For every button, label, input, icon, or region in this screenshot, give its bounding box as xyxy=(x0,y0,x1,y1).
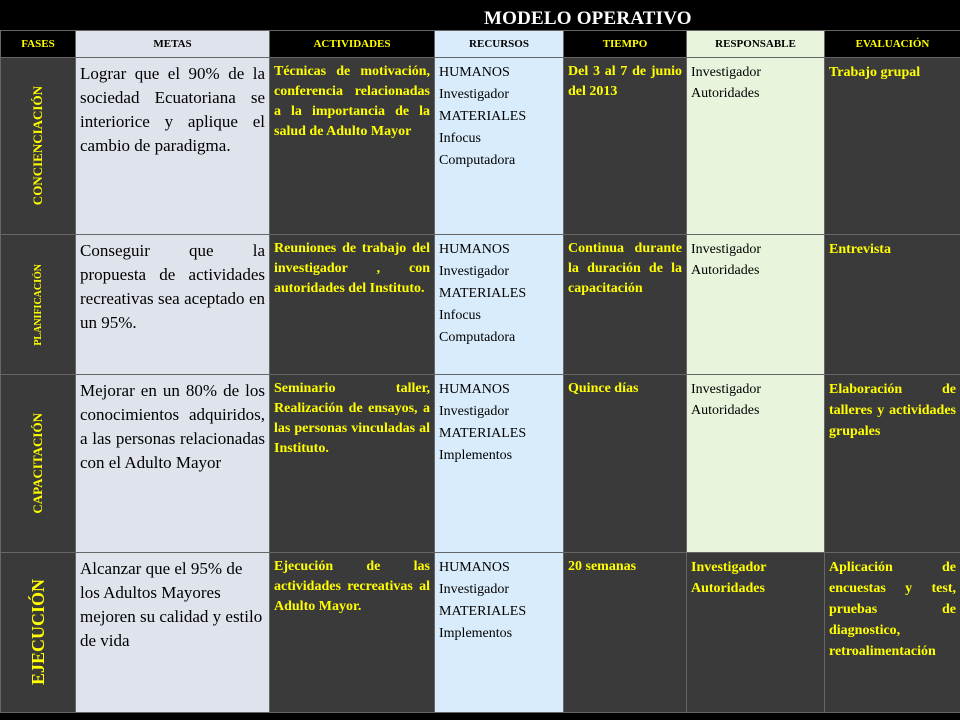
evaluation-cell: Trabajo grupal xyxy=(825,58,960,235)
resource-item: Implementos xyxy=(439,448,513,463)
goal-cell: Conseguir que la propuesta de actividades recreativas sea aceptado en un 95%. xyxy=(76,235,270,375)
phase-cell xyxy=(1,375,76,553)
header-fases: FASES xyxy=(1,31,76,58)
phase-label: CONCIENCIACIÓN xyxy=(30,86,45,206)
resource-item: Implementos xyxy=(439,626,513,641)
resource-item: HUMANOS xyxy=(439,65,510,80)
resource-item: Infocus xyxy=(439,131,481,146)
responsible-cell xyxy=(687,235,825,375)
table-row xyxy=(1,58,960,235)
evaluation-cell: Aplicación de encuestas y test, pruebas de diagnostico, retroalimentación xyxy=(825,553,960,713)
resource-item: HUMANOS xyxy=(439,382,510,397)
goal-cell: Lograr que el 90% de la sociedad Ecuatoriana se interiorice y aplique el cambio de paradigma. xyxy=(76,58,270,235)
resources-cell xyxy=(435,375,564,553)
phase-cell xyxy=(1,553,76,713)
time-cell: Continua durante la duración de la capacitación xyxy=(564,235,687,375)
header-metas: METAS xyxy=(76,31,270,58)
resource-item: Investigador xyxy=(439,404,509,419)
responsible-cell xyxy=(687,58,825,235)
responsible-item: Investigador xyxy=(691,242,761,257)
activity-cell: Seminario taller, Realización de ensayos, a las personas vinculadas al Instituto. xyxy=(270,375,435,553)
header-evaluacion: EVALUACIÓN xyxy=(825,31,960,58)
resource-item: MATERIALES xyxy=(439,286,527,301)
header-actividades: ACTIVIDADES xyxy=(270,31,435,58)
responsible-item: Autoridades xyxy=(691,263,760,278)
resource-item: MATERIALES xyxy=(439,109,527,124)
table-row xyxy=(1,235,960,375)
responsible-item: Autoridades xyxy=(691,86,760,101)
header-tiempo: TIEMPO xyxy=(564,31,687,58)
phase-label: EJECUCIÓN xyxy=(27,579,48,686)
resource-item: Computadora xyxy=(439,330,516,345)
activity-cell: Reuniones de trabajo del investigador , con autoridades del Instituto. xyxy=(270,235,435,375)
responsible-item: Autoridades xyxy=(691,403,760,418)
resource-item: Infocus xyxy=(439,308,481,323)
resources-cell xyxy=(435,553,564,713)
evaluation-cell: Elaboración de talleres y actividades grupales xyxy=(825,375,960,553)
responsible-cell xyxy=(687,375,825,553)
resource-item: MATERIALES xyxy=(439,426,527,441)
resource-item: Investigador xyxy=(439,582,509,597)
header-row xyxy=(1,31,960,58)
resource-item: Investigador xyxy=(439,87,509,102)
responsible-item: Investigador xyxy=(691,560,767,575)
responsible-item: Autoridades xyxy=(691,581,765,596)
evaluation-cell: Entrevista xyxy=(825,235,960,375)
header-responsable: RESPONSABLE xyxy=(687,31,825,58)
resource-item: MATERIALES xyxy=(439,604,527,619)
header-recursos: RECURSOS xyxy=(435,31,564,58)
time-cell: Del 3 al 7 de junio del 2013 xyxy=(564,58,687,235)
resource-item: HUMANOS xyxy=(439,242,510,257)
phase-label: CAPACITACIÓN xyxy=(30,413,45,514)
resource-item: Investigador xyxy=(439,264,509,279)
responsible-item: Investigador xyxy=(691,65,761,80)
phase-cell xyxy=(1,235,76,375)
goal-cell: Mejorar en un 80% de los conocimientos adquiridos, a las personas relacionadas con el Adulto Mayor xyxy=(76,375,270,553)
resource-item: HUMANOS xyxy=(439,560,510,575)
phase-cell xyxy=(1,58,76,235)
activity-cell: Ejecución de las actividades recreativas al Adulto Mayor. xyxy=(270,553,435,713)
time-cell: Quince días xyxy=(564,375,687,553)
title-bar xyxy=(0,0,960,30)
activity-cell: Técnicas de motivación, conferencia relacionadas a la importancia de la salud de Adulto Mayor xyxy=(270,58,435,235)
responsible-item: Investigador xyxy=(691,382,761,397)
phase-label: PLANIFICACIÓN xyxy=(32,263,44,346)
page-title: MODELO OPERATIVO xyxy=(484,8,692,29)
resource-item: Computadora xyxy=(439,153,516,168)
goal-cell: Alcanzar que el 95% de los Adultos Mayores mejoren su calidad y estilo de vida xyxy=(76,553,270,713)
resources-cell xyxy=(435,58,564,235)
resources-cell xyxy=(435,235,564,375)
table-row xyxy=(1,375,960,553)
responsible-cell xyxy=(687,553,825,713)
table-row xyxy=(1,553,960,713)
operative-model-table xyxy=(0,30,960,713)
time-cell: 20 semanas xyxy=(564,553,687,713)
